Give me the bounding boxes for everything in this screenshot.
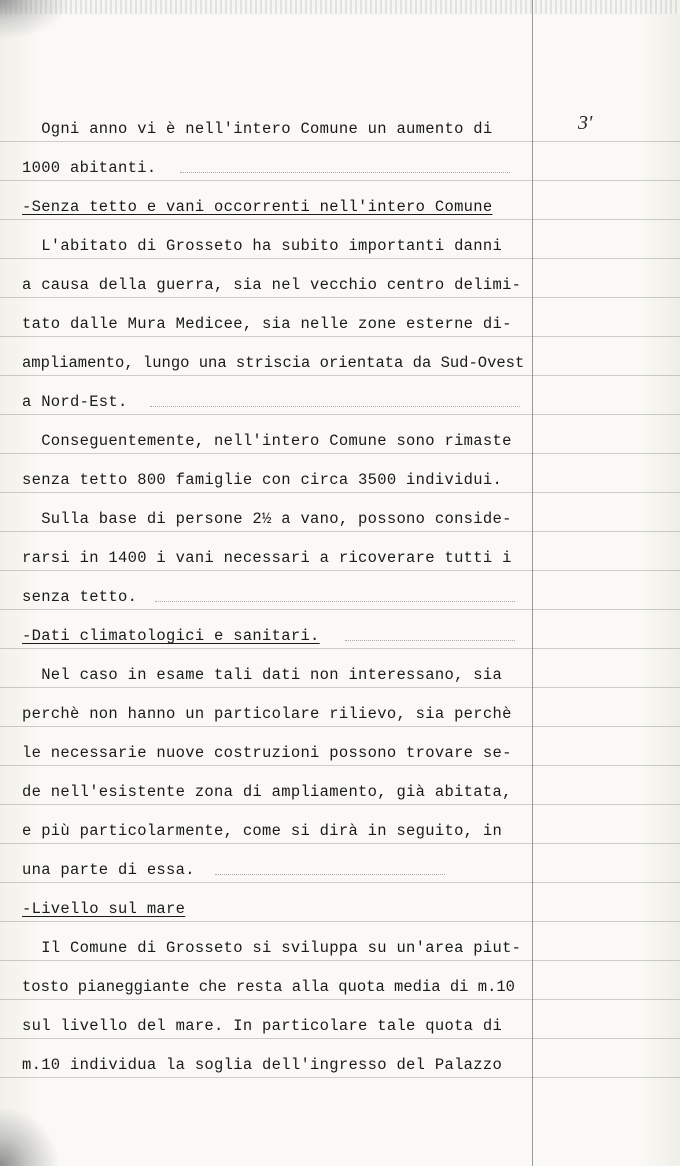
text-line: Conseguentemente, nell'intero Comune sono rimaste (22, 432, 512, 450)
text-line: una parte di essa. (22, 861, 195, 879)
ruled-line (0, 726, 680, 727)
text-line: a causa della guerra, sia nel vecchio centro delimi- (22, 276, 522, 294)
dotted-filler (150, 406, 520, 408)
ruled-line (0, 414, 680, 415)
ruled-line (0, 453, 680, 454)
ruled-line (0, 765, 680, 766)
text-line: rarsi in 1400 i vani necessari a ricoverare tutti i (22, 549, 512, 567)
text-line: sul livello del mare. In particolare tale quota di (22, 1017, 503, 1035)
ruled-line (0, 648, 680, 649)
ruled-line (0, 1077, 680, 1078)
ruled-line (0, 960, 680, 961)
text-line: m.10 individua la soglia dell'ingresso del Palazzo (22, 1056, 503, 1074)
text-line: senza tetto 800 famiglie con circa 3500 individui. (22, 471, 503, 489)
ruled-line (0, 804, 680, 805)
ruled-line (0, 141, 680, 142)
dotted-filler (215, 874, 445, 876)
scan-corner-shadow-top (0, 0, 70, 40)
ruled-line (0, 336, 680, 337)
dotted-filler (180, 172, 510, 174)
section-heading-dati-climatologici: -Dati climatologici e sanitari. (22, 627, 320, 645)
dotted-filler (345, 640, 515, 642)
text-line: a Nord-Est. (22, 393, 128, 411)
ruled-line (0, 492, 680, 493)
ruled-line (0, 1038, 680, 1039)
text-line: perchè non hanno un particolare rilievo, sia perchè (22, 705, 512, 723)
ruled-line (0, 219, 680, 220)
text-line: Il Comune di Grosseto si sviluppa su un'area piut- (22, 939, 522, 957)
scan-top-edge (0, 0, 680, 14)
text-line: le necessarie nuove costruzioni possono trovare se- (22, 744, 512, 762)
right-margin-rule (532, 0, 533, 1166)
text-line: de nell'esistente zona di ampliamento, già abitata, (22, 783, 512, 801)
dotted-filler (155, 601, 515, 603)
text-line: tato dalle Mura Medicee, sia nelle zone esterne di- (22, 315, 512, 333)
text-line: tosto pianeggiante che resta alla quota media di m.10 (22, 978, 515, 996)
text-line: Nel caso in esame tali dati non interessano, sia (22, 666, 503, 684)
ruled-line (0, 921, 680, 922)
text-line: ampliamento, lungo una striscia orientata da Sud-Ovest (22, 354, 525, 372)
page-number: 3' (578, 112, 593, 134)
ruled-line (0, 687, 680, 688)
ruled-line (0, 609, 680, 610)
ruled-line (0, 570, 680, 571)
text-line: e più particolarmente, come si dirà in seguito, in (22, 822, 503, 840)
scan-corner-shadow-bottom (0, 1106, 60, 1166)
text-line: 1000 abitanti. (22, 159, 157, 177)
text-line: Sulla base di persone 2½ a vano, possono conside- (22, 510, 512, 528)
section-heading-livello-sul-mare: -Livello sul mare (22, 900, 186, 918)
ruled-line (0, 882, 680, 883)
text-line: senza tetto. (22, 588, 138, 606)
ruled-line (0, 999, 680, 1000)
ruled-line (0, 843, 680, 844)
ruled-line (0, 375, 680, 376)
text-line: L'abitato di Grosseto ha subito importanti danni (22, 237, 503, 255)
section-heading-senza-tetto: -Senza tetto e vani occorrenti nell'intero Comune (22, 198, 493, 216)
ruled-line (0, 531, 680, 532)
ruled-line (0, 258, 680, 259)
ruled-line (0, 180, 680, 181)
ruled-line (0, 297, 680, 298)
text-line: Ogni anno vi è nell'intero Comune un aumento di (22, 120, 493, 138)
